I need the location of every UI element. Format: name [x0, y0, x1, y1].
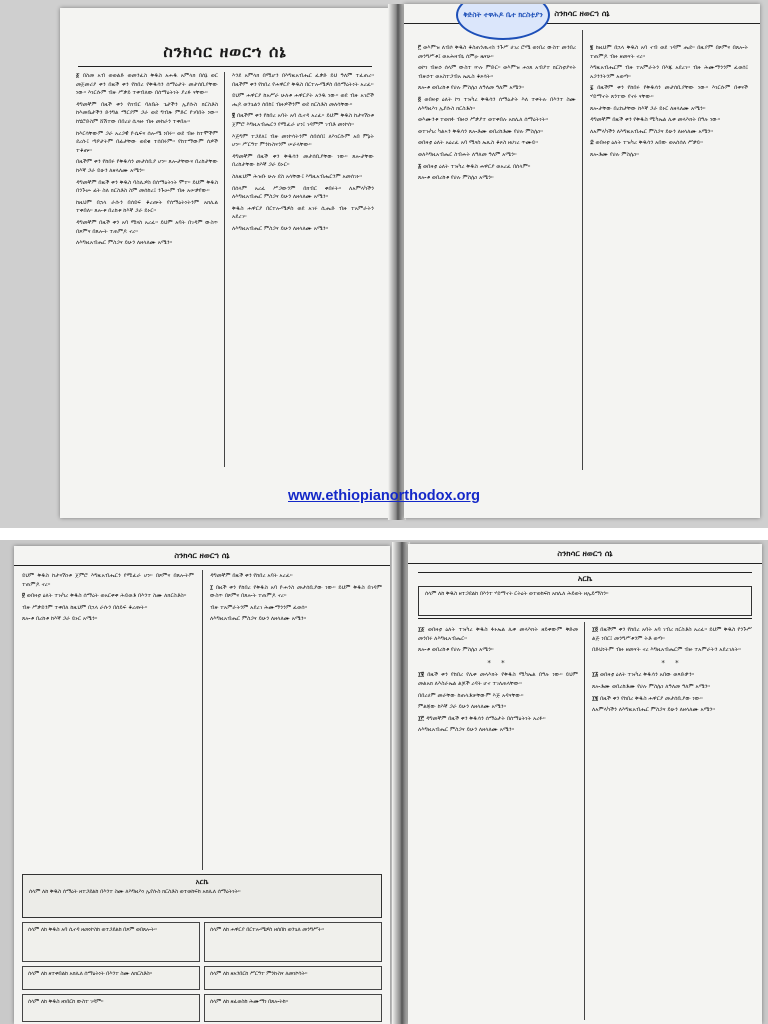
verse-text: ጸሎታቸው በረከታቸው ከእኛ ጋራ ይኑር ለዘላለሙ አሜን። [590, 105, 706, 112]
running-head-title: ስንክሳር ዘወርኀ ሰኔ [557, 549, 613, 558]
verse-text: ወበዛቲ ዕለት አዕረፈ አባ ሚናስ ኤጲስ ቆጶስ ዘሀገረ ጥሙይ። [418, 140, 538, 147]
verse-number: ፲፩ [418, 627, 425, 633]
intro-text: ሰላም ለከ ቅዱስ ዘተጋደልከ በእንተ ሃይማኖት ርትዕት ወተወከፍከ አክሊለ ሕይወት ዘኢይማስን። [425, 591, 609, 597]
column-divider [224, 72, 225, 467]
verse-paragraph [418, 646, 578, 655]
verse-text: ዳግመኛም በዚች ቀን አባ ሚናስ አረፈ። ይህም አባት በገዳም ውስጥ በጾምና በጸሎት ተጠምዶ ኖረ። [76, 219, 218, 235]
verse-text: ጸሎቶሙ ወበረከቶሙ የሀሉ ምስሌነ ለዓለመ ዓለም አሜን። [592, 683, 711, 690]
verse-paragraph [590, 151, 748, 160]
title-rule [78, 66, 372, 67]
verse-paragraph [590, 84, 748, 101]
verse-paragraph [590, 116, 748, 125]
verse-paragraph [76, 239, 218, 248]
verse-text: ዳግመኛም በዚች ቀን ቅዱሳን መታሰቢያቸው ነው። ጸሎታቸው በረከታቸው ከእኛ ጋራ ይኑር። [232, 153, 374, 169]
verse-text: ለእግዚአብሔር ምስጋና ይሁን ለዘላለሙ አሜን። [232, 225, 329, 232]
verse-paragraph [592, 671, 752, 680]
text-column-left [76, 72, 218, 467]
verse-number: ፪ [232, 113, 236, 120]
verse-number: ፬ [418, 96, 422, 103]
verse-text: ወበዛቲ ዕለት ተዝካረ ቅዱሳን አበው ወአሰሰለ ሥቃይ። [595, 140, 703, 147]
verse-text: ቅዱስ ሐዋርያ በርተሎሜዎስ ወደ አገሩ ሲሔድ ብዙ ተአምራትን አደረገ። [232, 205, 374, 221]
verse-paragraph [210, 615, 382, 624]
verse-text: ወበዛቲ ዕለት ተዝካረ ቅዱሳን አበው ወጻድቃን። [599, 672, 695, 679]
verse-paragraph [76, 219, 218, 236]
verse-paragraph [76, 72, 218, 98]
section-title: አርኬ [577, 574, 593, 583]
verse-paragraph [76, 158, 218, 175]
verse-text: ዳግመኛም በዚች ቀን የከበረ አባት አረፈ። [210, 573, 293, 579]
arke-cell: ሰላም ለከ ቅዱስ አባ ሲኖዳ ዘመነኮስከ ወተጋደልከ በጾም ወበጸሎት። [22, 922, 200, 962]
verse-paragraph [418, 84, 576, 93]
verse-text: ለእግዚአብሔር ምስጋና ይሁን ለዘላለሙ አሜን። [210, 616, 307, 623]
verse-text: ዳግመኛም በዚች ቀን የቅዱስ ሚካኤል ሊቀ መላእክት በዓሉ ነው። [590, 117, 721, 124]
verse-paragraph [418, 151, 576, 160]
verse-text: ወተዝካረ ካልኣን ቅዱሳን ጸሎቶሙ ወበረከቶሙ የሀሉ ምስሌነ። [418, 128, 543, 135]
verse-paragraph [22, 592, 194, 601]
text-column-right [592, 626, 752, 1020]
running-head [14, 546, 390, 566]
verse-text: ዳግመኛም በዚች ቀን የክብር ባለቤት ጌታችን ኢየሱስ ክርስቶስ ከእመቤታችን ድንግል ማርያም ጋራ ወደ ግብጽ ምድር የገባበት ነው። ከሄሮድስም ሸሽተው በበረሀ ሲጓዙ ብዙ መከራን ተቀበሉ። [76, 101, 218, 125]
verse-text: ወኮነ ብዙኃ ሰላም ውስተ ኵሉ ምድር። ወእምዝ ሐነጸ አብያተ ክርስቲያናት ብዙኃተ ወአስተጋብአ ኤጲስ ቆጶሳት። [418, 65, 576, 80]
verse-number: ፲ [210, 584, 213, 591]
verse-paragraph [590, 139, 748, 148]
verse-text: ጸሎቱ ወበረከቱ የሀሉ ምስሌነ ለዓለመ ዓለም አሜን። [418, 85, 524, 92]
verse-paragraph [76, 101, 218, 127]
verse-number: ፯ [590, 85, 594, 92]
logo-text: ቅድስት ተዋሕዶ ቤተ ክርስቲያን [463, 10, 543, 19]
verse-text: ለእግዚአብሔር ምስጋና ይሁን ለዘላለሙ አሜን። [76, 240, 173, 247]
verse-text: እጅግም ተጋደለ፤ ብዙ መነኮሳትንም ሰበሰበ፤ ለእነርሱም አበ ምኔት ሆነ። ሥርዓተ ምንኩስናንም ሠራላቸው። [232, 133, 374, 149]
verse-paragraph [418, 64, 576, 81]
verse-text: ከዚህም በኋላ ራሱን በሰይፍ ቆረጡት የሰማዕትነትንም አክሊል ተቀበለ። ጸሎቱ በረከቱ ከእኛ ጋራ ይኑር። [76, 199, 218, 215]
verse-text: ወበዛቲ ዕለት ተዝካረ ቅዱስ ፋኑኤል ሊቀ መላእክት ዘይቀውም ቅድመ መንበሩ ለእግዚአብሔር። [418, 627, 578, 642]
verse-text: ይህም ቅዱስ ከታናሽነቱ ጀምሮ እግዚአብሔርን የሚፈራ ሆነ። በጾምና በጸሎትም ተጠምዶ ኖረ። [22, 573, 194, 588]
verse-text: በዚች ቀን የከበረ የሊቀ መላእክት የቅዱስ ሚካኤል በዓሉ ነው። ይህም መልአክ ለእስራኤል ልጆች ረዳት ሆኖ ተገለጠላቸው። [418, 672, 578, 687]
running-head-title: ስንክሳር ዘወርኀ ሰኔ [554, 9, 610, 18]
section-separator: * * [661, 658, 683, 667]
verse-paragraph [418, 163, 576, 172]
verse-paragraph [590, 44, 748, 61]
verse-paragraph [418, 174, 576, 183]
verse-paragraph [22, 615, 194, 624]
verse-text: ከእርሳቸውም ጋራ አረጋዊ ዮሴፍና ሰሎሜ ነበሩ። ወደ ብዙ ከተሞችም ደረሱ፤ ጣዖታትም በፊታቸው ወደቁ ተሰበሩም። የከተማውም ሰዎች ተቆጡ። [76, 130, 218, 154]
text-column-left [418, 626, 578, 1020]
verse-text: በስመ አብ ወወልድ ወመንፈስ ቅዱስ አሐዱ አምላክ በሰኔ ወር መጀመሪያ ቀን በዚች ቀን የከበረ የቅዱሳን ሰማዕታት መታሰቢያቸው ነው። እነርሱም ብዙ ሥቃይ ተቀብለው በሰማዕትነት ያረፉ ናቸው። [76, 73, 218, 97]
verse-paragraph [76, 199, 218, 216]
top-right-page [404, 4, 760, 518]
verse-number: ፲፬ [592, 627, 599, 633]
verse-number: ፲፮ [592, 695, 599, 702]
verse-paragraph [418, 96, 576, 113]
verse-number: ፮ [590, 45, 594, 51]
text-column-left [22, 572, 194, 870]
verse-text: በዚች ቀን የከበረ የቅዱስ አባ ዮሐንስ መታሰቢያው ነው። ይህም ቅዱስ በገዳም ውስጥ በጾምና በጸሎት ተጠምዶ ኖረ። [210, 584, 382, 600]
running-head-title: ስንክሳር ዘወርኀ ሰኔ [174, 551, 230, 560]
verse-text: ለእግዚአብሔር ምስጋና ይሁን ለዘላለሙ አሜን። [418, 727, 515, 734]
verse-text: ወበዛቲ ዕለት ተዝካረ ቅዱስ ሰማዕት ወአርቀቀ ሕይወቶ በእንተ ስሙ ለክርስቶስ። [26, 593, 187, 600]
verse-paragraph [76, 179, 218, 196]
verse-text: ብዙ ሥቃይንም ተቀበለ ከዚህም በኋላ ራሱን በሰይፍ ቆረጡት። [22, 604, 148, 611]
section-rule [418, 572, 752, 573]
verse-text: እግዚአብሔርም ብዙ ተአምራትን በእጁ አደረገ። ብዙ ሕሙማንንም ፈወሰ፤ አጋንንትንም አወጣ። [590, 65, 748, 80]
verse-paragraph [592, 706, 752, 715]
verse-paragraph [590, 64, 748, 81]
verse-paragraph [592, 683, 752, 692]
verse-number: ፲፭ [592, 672, 599, 679]
bottom-scan-spread [0, 540, 768, 1024]
text-column-right [210, 572, 382, 870]
section-separator: * * [487, 658, 509, 667]
intro-box [418, 586, 752, 616]
verse-text: ወእምዝ ለብሶ ቅዱስ ቆስጠንጢኖስ ንጉሥ ሀገረ ሮሜ ወነበረ ውስተ መንበረ መንግሥቱ፤ ወአሕዛብኒ ሰምዑ ዜናሁ። [418, 45, 576, 60]
verse-paragraph [232, 173, 374, 182]
verse-paragraph [232, 92, 374, 109]
verse-paragraph [210, 572, 382, 581]
verse-number: ፰ [590, 140, 594, 147]
verse-number: ፲፫ [418, 715, 425, 722]
verse-text: ወለእግዚአብሔር ስብሐት ለዓለመ ዓለም አሜን። [418, 151, 517, 158]
running-head [408, 544, 762, 564]
verse-text: ጸሎቱ ወበረከቱ የሀሉ ምስሌነ አሜን። [418, 647, 494, 654]
verse-text: በዚችም ቀን የከበረ አባት አባ ገብረ ክርስቶስ አረፈ። ይህም ቅዱስ የንጉሥ ልጅ ነበር፤ መንግሥቱንም ትቶ ወጣ። [592, 627, 752, 642]
verse-text: ወበዛቲ ዕለት ኮነ ተዝካረ ቅዱሳን ሰማዕታት እለ ተቀትሉ በእንተ ስሙ ለእግዚእነ ኢየሱስ ክርስቶስ። [418, 96, 576, 112]
verse-text: ዳግመኛም በዚች ቀን ቅዱሳን ሰማዕታት በሰማዕትነት አረፉ። [425, 715, 546, 722]
text-column-right [232, 72, 374, 467]
verse-paragraph [418, 626, 578, 643]
verse-paragraph [232, 112, 374, 129]
verse-paragraph [418, 116, 576, 125]
verse-paragraph [418, 703, 578, 712]
verse-text: ወበዛቲ ዕለት ተዝካረ ቅዱስ ሐዋርያ ወአረፈ በሰላም። [423, 163, 531, 170]
verse-paragraph [592, 626, 752, 643]
verse-text: ይህም ሐዋርያ ከአሥራ ሁለቱ ሐዋርያት አንዱ ነው። ወደ ብዙ አገሮች ሔዶ ወንጌልን ሰበከ፤ ብዙዎችንም ወደ ክርስቶስ መለሳቸው። [232, 93, 374, 108]
verse-paragraph [418, 692, 578, 701]
column-divider [202, 570, 203, 870]
arke-cell: ሰላም ለከ ዘፈወስከ ሕሙማነ በጸሎትከ። [204, 994, 382, 1022]
arke-cell: ሰላም ለከ ሐዋርያ በርተሎሜዎስ ዘሰበከ ወንጌለ መንግሥት። [204, 922, 382, 962]
verse-paragraph [232, 72, 374, 89]
verse-paragraph [418, 139, 576, 148]
verse-paragraph [590, 105, 748, 114]
verse-text: ለአምላካችን ለእግዚአብሔር ምስጋና ይሁን ለዘላለሙ አሜን። [592, 707, 715, 714]
verse-paragraph [418, 128, 576, 137]
verse-paragraph [210, 584, 382, 601]
verse-text: ጸሎቱ ወበረከቱ የሀሉ ምስሌነ አሜን። [418, 175, 494, 182]
verse-text: ከዚህም በኋላ ቅዱስ አባ ኖብ ወደ ገዳም ሔደ። በዚያም በጾምና በጸሎት ተጠምዶ ብዙ ዘመናት ኖረ። [590, 45, 748, 60]
verse-paragraph [418, 726, 578, 735]
verse-text: በድህነትም ብዙ ዘመናት ኖረ እግዚአብሔርም ብዙ ተአምራትን አደረገለት። [592, 647, 741, 654]
verse-text: ዳግመኛም በዚች ቀን ቅዱስ ባስሊዎስ በሰማዕትነት ሞተ። ይህም ቅዱስ በንጉሡ ፊት ስለ ክርስቶስ ስም መሰከረ፤ ንጉሡም ብዙ አሠቃየው። [76, 179, 218, 195]
verse-text: ስለዚህም ሕዝቡ ሁሉ ደስ አላቸው፤ እግዚአብሔርንም አመሰገኑ። [232, 173, 362, 180]
arke-cell: ሰላም ለከ ዘአንበርከ ሥርዓተ ምንኩስና ለመነኮሳት። [204, 966, 382, 990]
verse-paragraph [592, 695, 752, 704]
verse-paragraph [418, 715, 578, 724]
verse-number: ፭ [418, 163, 422, 170]
verse-paragraph [590, 128, 748, 137]
verse-paragraph [76, 130, 218, 156]
verse-text: ለአምላካችን ለእግዚአብሔር ምስጋና ይሁን ለዘላለሙ አሜን። [590, 128, 713, 135]
verse-paragraph [210, 604, 382, 613]
column-divider [582, 30, 583, 470]
verse-text: በዚችም ቀን የከበሩ የቅዱሳን መታሰቢያቸው ነው። እነርሱም በቀናች ሃይማኖት ጸንተው የኖሩ ናቸው። [590, 85, 748, 100]
column-divider [584, 622, 585, 1020]
verse-paragraph [22, 572, 194, 589]
verse-text: በዚችም ቀን የከበረ አባት አባ ሲኖዳ አረፈ። ይህም ቅዱስ ከታናሽነቱ ጀምሮ እግዚአብሔርን የሚፈራ ሆነ፤ ገዳምም ገብቶ መነኮሰ። [232, 113, 374, 128]
verse-text: ምልጃው ከእኛ ጋራ ይሁን ለዘላለሙ አሜን። [418, 704, 507, 711]
text-column-left [418, 44, 576, 470]
top-left-page [60, 8, 390, 518]
arke-cell: ሰላም ለከ ዘተቀበልከ አክሊለ ሰማዕትነት በእንተ ስሙ ለክርስቶስ። [22, 966, 200, 990]
church-logo [456, 4, 550, 40]
verse-text: ጸሎቱ በረከቱ ከእኛ ጋራ ይኑር አሜን። [22, 616, 98, 623]
verse-number: ፱ [22, 593, 25, 600]
verse-text: እንደ አምላክ በሚሆን በእግዚአብሔር ፈቃድ ይህ ዓለም ተፈጠረ። በዚችም ቀን የከበረ የሐዋርያ ቅዱስ በርተሎሜዎስ በሰማዕትነት አረፈ። [232, 73, 374, 88]
verse-paragraph [418, 671, 578, 688]
section-rule [418, 618, 752, 619]
verse-paragraph [232, 185, 374, 202]
bottom-right-page [408, 544, 762, 1024]
arke-title: አርኬ [195, 878, 209, 886]
verse-text: በበረሀም መራቸው ከጠላቶቻቸውም እጅ አዳናቸው። [418, 692, 524, 699]
verse-text: በሰላም አረፈ ሥጋውንም በክብር ቀበሩት። ለአምላካችን ለእግዚአብሔር ምስጋና ይሁን ለዘላለሙ አሜን። [232, 185, 374, 201]
verse-paragraph [232, 205, 374, 222]
verse-number: ፲፪ [418, 672, 425, 679]
verse-number: ፫ [418, 45, 422, 51]
verse-text: ብዙ ተአምራትንም አደረገ ሕሙማንንም ፈወሰ። [210, 604, 308, 611]
verse-text: ወእሙንቱ ተወክፉ ብዙኃ ሥቃያተ ወተቀበሉ አክሊለ ሰማዕትነት። [418, 117, 549, 124]
website-link[interactable]: www.ethiopianorthodox.org [288, 488, 480, 504]
verse-number: ፩ [76, 73, 80, 79]
verse-paragraph [232, 225, 374, 234]
arke-text: ሰላም ለከ ቅዱስ ሰማዕት ዘተጋደልከ በእንተ ስሙ ለእግዚእነ ኢየሱስ ክርስቶስ ወተወከፍከ አክሊለ ሰማዕትነት። [29, 889, 241, 895]
verse-paragraph [22, 604, 194, 613]
verse-paragraph [418, 44, 576, 61]
verse-text: በዚች ቀን የከበረ ቅዱስ ሐዋርያ መታሰቢያው ነው። [600, 695, 703, 702]
chapter-title: ስንክሳር ዘወርኀ ሰኔ [163, 42, 287, 61]
verse-paragraph [592, 646, 752, 655]
text-column-right [590, 44, 748, 470]
bottom-left-page [14, 546, 390, 1024]
verse-text: በዚችም ቀን የከበሩ የቅዱሳን መታሰቢያ ሆነ። ጸሎታቸውና በረከታቸው ከእኛ ጋራ ይሁን ለዘላለሙ አሜን። [76, 159, 218, 174]
arke-box [22, 874, 382, 918]
verse-paragraph [232, 153, 374, 170]
arke-cell: ሰላም ለከ ቅዱስ ዘነበርከ ውስተ ገዳም። [22, 994, 200, 1022]
verse-text: ጸሎቶሙ የሀሉ ምስሌነ። [590, 151, 639, 158]
verse-paragraph [232, 133, 374, 150]
